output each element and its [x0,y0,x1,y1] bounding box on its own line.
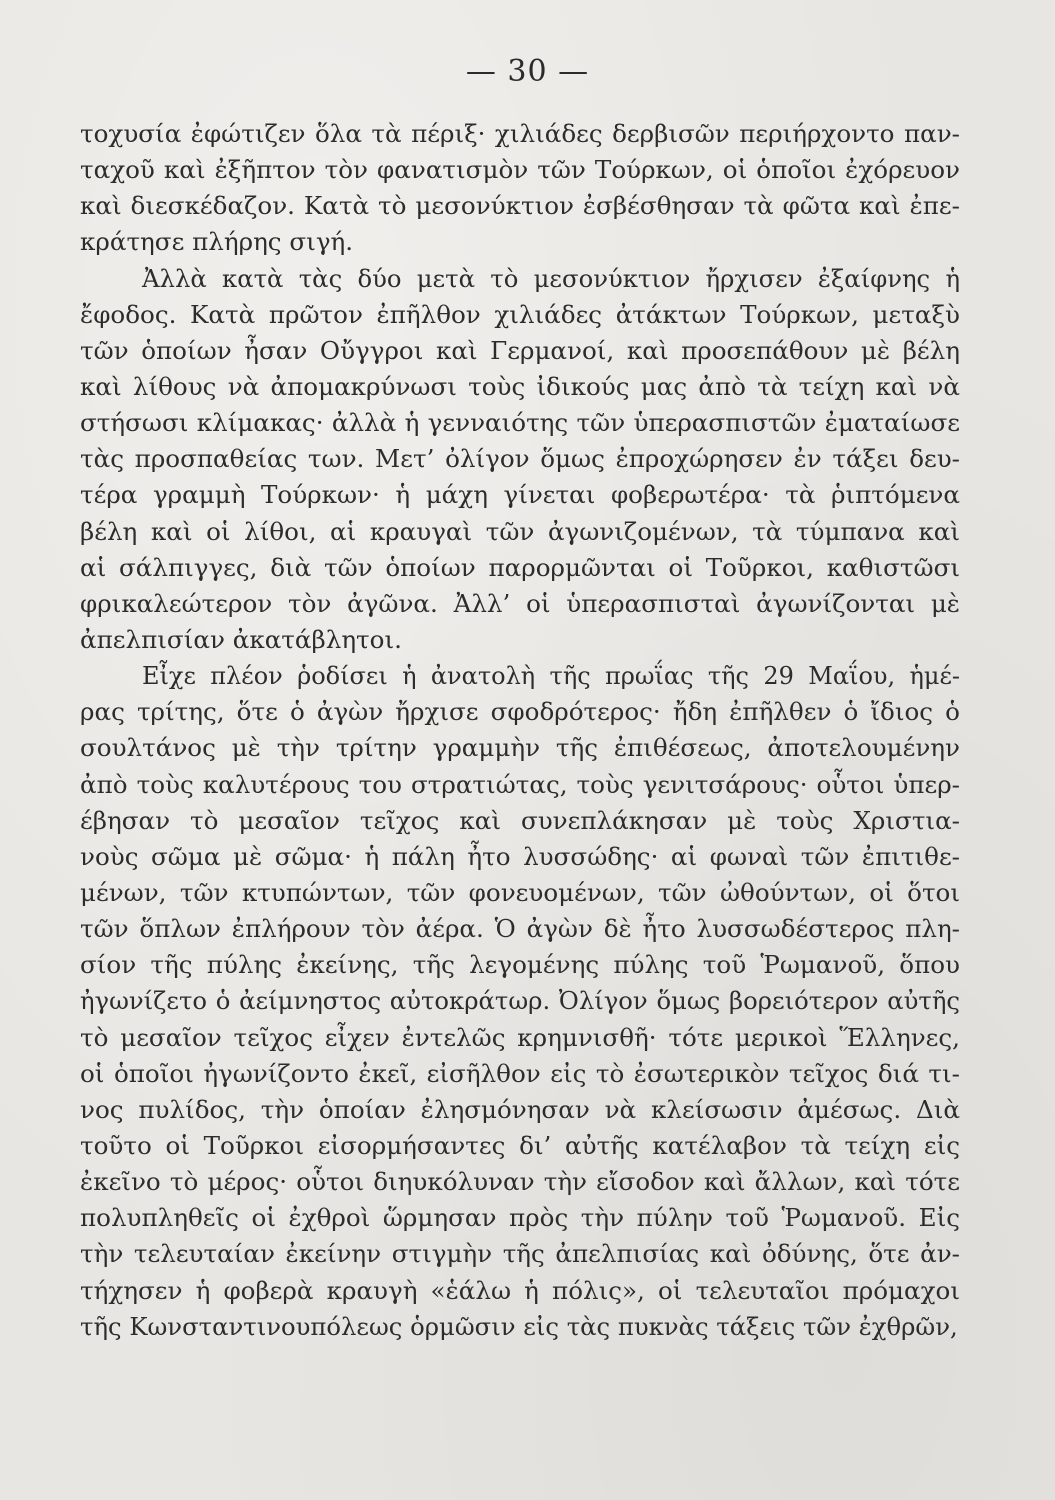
text-line: ἀπελπισίαν ἀκατάβλητοι. [80,624,402,654]
text-line: αἱ σάλπιγγες, διὰ τῶν ὁποίων παρορμῶνται οἱ Τοῦρκοι, καθιστῶσι [80,552,960,582]
paragraph [80,261,960,659]
text-line: τὰς προσπαθείας των. Μετ’ ὀλίγον ὅμως ἐπροχώρησεν ἐν τάξει δευ- [80,444,960,474]
text-line: ρας τρίτης, ὅτε ὁ ἀγὼν ἤρχισε σφοδρότερος· ἤδη ἐπῆλθεν ὁ ἴδιος ὁ [80,697,960,727]
text-line: στήσωσι κλίμακας· ἀλλὰ ἡ γενναιότης τῶν ὑπερασπιστῶν ἐματαίωσε [80,408,960,438]
text-line: νος πυλίδος, τὴν ὁποίαν ἐλησμόνησαν νὰ κλείσωσιν ἀμέσως. Διὰ [80,1094,960,1124]
text-line: φρικαλεώτερον τὸν ἀγῶνα. Ἀλλ’ οἱ ὑπερασπισταὶ ἀγωνίζονται μὲ [80,588,960,618]
text-line: καὶ λίθους νὰ ἀπομακρύνωσι τοὺς ἰδικούς μας ἀπὸ τὰ τείχη καὶ νὰ [80,371,960,401]
text-line: τήχησεν ἡ φοβερὰ κραυγὴ «ἑάλω ἡ πόλις», οἱ τελευταῖοι πρόμαχοι [80,1275,960,1305]
text-line: καὶ διεσκέδαζον. Κατὰ τὸ μεσονύκτιον ἐσβέσθησαν τὰ φῶτα καὶ ἐπε- [80,191,960,221]
paragraph [80,658,960,1345]
text-line: τέρα γραμμὴ Τούρκων· ἡ μάχη γίνεται φοβερωτέρα· τὰ ῥιπτόμενα [80,480,960,510]
body-text [80,116,960,1345]
text-line: τὴν τελευταίαν ἐκείνην στιγμὴν τῆς ἀπελπισίας καὶ ὀδύνης, ὅτε ἀν- [80,1239,960,1269]
text-line: οἱ ὁποῖοι ἠγωνίζοντο ἐκεῖ, εἰσῆλθον εἰς τὸ ἐσωτερικὸν τεῖχος διά τι- [80,1058,960,1088]
text-line: νοὺς σῶμα μὲ σῶμα· ἡ πάλη ἦτο λυσσώδης· αἱ φωναὶ τῶν ἐπιτιθε- [80,841,960,871]
text-line: τῶν ὁποίων ἦσαν Οὔγγροι καὶ Γερμανοί, καὶ προσεπάθουν μὲ βέλη [80,335,960,365]
text-line: ἔφοδος. Κατὰ πρῶτον ἐπῆλθον χιλιάδες ἀτάκτων Τούρκων, μεταξὺ [80,299,960,329]
text-line: ἠγωνίζετο ὁ ἀείμνηστος αὐτοκράτωρ. Ὀλίγον ὅμως βορειότερον αὐτῆς [80,986,960,1016]
text-line: έβησαν τὸ μεσαῖον τεῖχος καὶ συνεπλάκησαν μὲ τοὺς Χριστια- [80,805,960,835]
text-line: τοχυσία ἐφώτιζεν ὅλα τὰ πέριξ· χιλιάδες δερβισῶν περιήρχοντο παν- [80,119,960,148]
text-line: ἐκεῖνο τὸ μέρος· οὗτοι διηυκόλυναν τὴν εἴσοδον καὶ ἄλλων, καὶ τότε [80,1167,960,1197]
page-number: — 30 — [465,54,590,89]
text-line: Εἶχε πλέον ῥοδίσει ἡ ἀνατολὴ τῆς πρωΐας τῆς 29 Μαΐου, ἡμέ- [142,662,960,691]
text-line: τῆς Κωνσταντινουπόλεως ὁρμῶσιν εἰς τὰς πυκνὰς τάξεις τῶν ἐχθρῶν, [80,1311,958,1341]
text-line: μένων, τῶν κτυπώντων, τῶν φονευομένων, τῶν ὠθούντων, οἱ ὅτοι [80,877,960,907]
text-line: Ἀλλὰ κατὰ τὰς δύο μετὰ τὸ μεσονύκτιον ἤρχισεν ἐξαίφνης ἡ [142,263,960,293]
text-line: βέλη καὶ οἱ λίθοι, αἱ κραυγαὶ τῶν ἀγωνιζομένων, τὰ τύμπανα καὶ [80,516,960,546]
text-line: κράτησε πλήρης σιγή. [80,227,354,257]
text-line: σίον τῆς πύλης ἐκείνης, τῆς λεγομένης πύλης τοῦ Ῥωμανοῦ, ὅπου [80,950,960,980]
text-line: τῶν ὅπλων ἐπλήρουν τὸν ἀέρα. Ὁ ἀγὼν δὲ ἦτο λυσσωδέστερος πλη- [80,914,960,944]
text-line: τοῦτο οἱ Τοῦρκοι εἰσορμήσαντες δι’ αὐτῆς κατέλαβον τὰ τείχη εἰς [80,1130,960,1160]
text-line: ἀπὸ τοὺς καλυτέρους του στρατιώτας, τοὺς γενιτσάρους· οὗτοι ὑπερ- [80,769,960,799]
text-line: ταχοῦ καὶ ἐξῆπτον τὸν φανατισμὸν τῶν Τούρκων, οἱ ὁποῖοι ἐχόρευον [80,155,960,185]
text-line: σουλτάνος μὲ τὴν τρίτην γραμμὴν τῆς ἐπιθέσεως, ἀποτελουμένην [80,733,960,763]
text-line: τὸ μεσαῖον τεῖχος εἶχεν ἐντελῶς κρημνισθῆ· τότε μερικοὶ Ἕλληνες, [80,1022,960,1052]
text-line: πολυπληθεῖς οἱ ἐχθροὶ ὥρμησαν πρὸς τὴν πύλην τοῦ Ῥωμανοῦ. Εἰς [80,1203,960,1233]
paragraph [80,116,960,261]
